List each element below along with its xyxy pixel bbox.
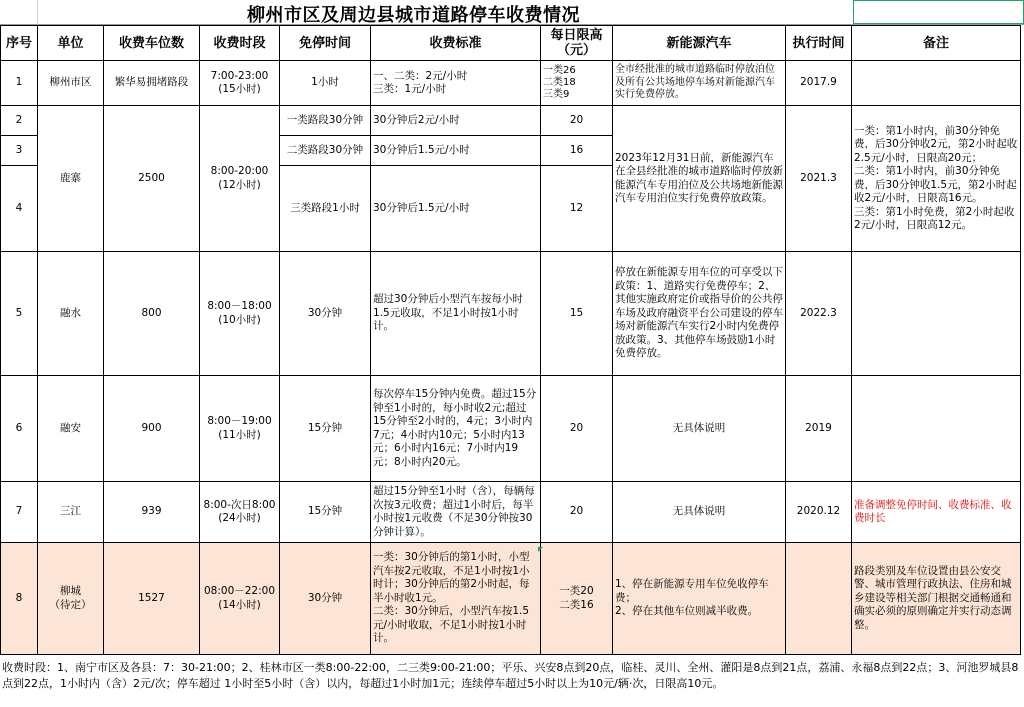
cell-spaces[interactable]: 800 (104, 252, 200, 376)
cell-free[interactable]: 1小时 (280, 61, 371, 106)
cell-ev[interactable]: 停放在新能源专用车位的可享受以下政策：1、道路实行免费停车；2、其他实施政府定价或指导价的公共停车场及政府融资平台公司建设的停车场对新能源汽车实行2小时内免费停放政策。3、其他停车场鼓励1小时免费停放。 (613, 252, 786, 376)
cell-unit[interactable]: 融水 (38, 252, 104, 376)
cell-spaces[interactable]: 繁华易拥堵路段 (104, 61, 200, 106)
cell-spaces[interactable]: 900 (104, 376, 200, 482)
cell-date[interactable]: 2020.12 (786, 482, 852, 543)
table-row (1, 106, 1021, 136)
cell-free[interactable]: 一类路段30分钟 (280, 106, 371, 136)
table-row (1, 61, 1021, 106)
cell-date[interactable] (786, 543, 852, 655)
cell-no[interactable]: 4 (1, 166, 38, 252)
cell-no[interactable]: 1 (1, 61, 38, 106)
cell-free[interactable]: 30分钟 (280, 252, 371, 376)
cell-ev[interactable]: 1、停在新能源专用车位免收停车费； 2、停在其他车位则减半收费。 (613, 543, 786, 655)
cell-unit[interactable]: 鹿寨 (38, 106, 104, 252)
cell-free[interactable]: 15分钟 (280, 376, 371, 482)
footer-note[interactable]: 收费时段：1、南宁市区及各县：7：30-21:00；2、桂林市区一类8:00-22:00，二三类9:00-21:00；平乐、兴安8点到20点，临桂、灵川、全州、灌阳是8点到21点，荔浦、永福8点到22点；3、河池罗城县8点到22点，1小时内（含）2元/次；停车超过 1小时至5小时（含）以内，每超过1小时加1元；连续停车超过5小时以上为10元/辆·次，日限高10元。 (2, 661, 1019, 690)
cell-note[interactable]: 路段类别及车位设置由县公安交警、城市管理行政执法、住房和城乡建设等相关部门根据交通畅通和确实必须的原则确定并实行动态调整。 (852, 543, 1021, 655)
cell-note[interactable]: 准备调整免停时间、收费标准、收费时长 (852, 482, 1021, 543)
header-unit[interactable]: 单位 (38, 26, 104, 61)
cell-free[interactable]: 三类路段1小时 (280, 166, 371, 252)
cell-note[interactable] (852, 376, 1021, 482)
table-row (1, 376, 1021, 482)
cell-standard[interactable]: 一类：30分钟后的第1小时，小型汽车按2元收取，不足1小时按1小时计；30分钟后的第2小时起，每半小时收1元。 二类：30分钟后，小型汽车按1.5元/小时收取，不足1小时按1小时计。 (371, 543, 541, 655)
header-note[interactable]: 备注 (852, 26, 1021, 61)
cell-period[interactable]: 8:00-20:00 (12小时) (200, 106, 280, 252)
cell-period[interactable]: 08:00－22:00 (14小时) (200, 543, 280, 655)
cell-ev[interactable]: 2023年12月31日前，新能源汽车在全县经批准的城市道路临时停放新能源汽车专用泊位及公共场地新能源汽车专用泊位实行免费停放政策。 (613, 106, 786, 252)
cell-cap[interactable]: 20 (541, 482, 613, 543)
cell-free[interactable]: 15分钟 (280, 482, 371, 543)
cell-ev[interactable]: 无具体说明 (613, 376, 786, 482)
cell-ev[interactable]: 全市经批准的城市道路临时停放泊位及所有公共场地停车场对新能源汽车实行免费停放。 (613, 61, 786, 106)
cell-no[interactable]: 5 (1, 252, 38, 376)
cell-free[interactable]: 30分钟 (280, 543, 371, 655)
cell-no[interactable]: 2 (1, 106, 38, 136)
title-bar (0, 0, 1024, 25)
cell-no[interactable]: 8 (1, 543, 38, 655)
cell-standard[interactable]: 30分钟后2元/小时 (371, 106, 541, 136)
cell-ev[interactable]: 无具体说明 (613, 482, 786, 543)
cell-no[interactable]: 6 (1, 376, 38, 482)
cell-period[interactable]: 7:00-23:00 (15小时) (200, 61, 280, 106)
cell-cap[interactable]: 20 (541, 106, 613, 136)
cell-standard[interactable]: 超过15分钟至1小时（含），每辆每次按3元收费；超过1小时后，每半小时按1元收费（不足30分钟按30分钟计算）。 (371, 482, 541, 543)
cell-cap[interactable]: 一类26 二类18 三类9 (541, 61, 613, 106)
cell-note[interactable]: 一类：第1小时内，前30分钟免费，后30分钟收2元，第2小时起收2.5元/小时，日限高20元； 二类：第1小时内，前30分钟免费，后30分钟收1.5元，第2小时起收2元/小时，日限高16元。 三类：第1小时免费，第2小时起收2元/小时，日限高12元。 (852, 106, 1021, 252)
header-daily-cap[interactable]: 每日限高 （元） (541, 26, 613, 61)
comment-indicator-icon (538, 547, 543, 552)
parking-fee-table (0, 25, 1021, 655)
cell-date[interactable]: 2017.9 (786, 61, 852, 106)
cell-spaces[interactable]: 1527 (104, 543, 200, 655)
cell-spaces[interactable]: 939 (104, 482, 200, 543)
header-free-time[interactable]: 免停时间 (280, 26, 371, 61)
cell-cap[interactable]: 20 (541, 376, 613, 482)
cell-cap[interactable]: 16 (541, 136, 613, 166)
cell-unit[interactable]: 柳城 （待定） (38, 543, 104, 655)
table-row (1, 543, 1021, 655)
cell-note[interactable] (852, 252, 1021, 376)
cell-date[interactable]: 2019 (786, 376, 852, 482)
header-date[interactable]: 执行时间 (786, 26, 852, 61)
cell-free[interactable]: 二类路段30分钟 (280, 136, 371, 166)
header-standard[interactable]: 收费标准 (371, 26, 541, 61)
header-period[interactable]: 收费时段 (200, 26, 280, 61)
cell-cap[interactable]: 15 (541, 252, 613, 376)
cell-period[interactable]: 8:00－18:00 (10小时) (200, 252, 280, 376)
selected-cell[interactable] (853, 0, 1024, 24)
cell-date[interactable]: 2021.3 (786, 106, 852, 252)
cell-cap[interactable]: 12 (541, 166, 613, 252)
cell-note[interactable] (852, 61, 1021, 106)
sheet-title: 柳州市区及周边县城市道路停车收费情况 (247, 5, 580, 26)
cell-spaces[interactable]: 2500 (104, 106, 200, 252)
header-row (1, 26, 1021, 61)
cell-period[interactable]: 8:00-次日8:00 (24小时) (200, 482, 280, 543)
table-row (1, 482, 1021, 543)
cell-no[interactable]: 3 (1, 136, 38, 166)
cell-date[interactable]: 2022.3 (786, 252, 852, 376)
cell-period[interactable]: 8:00－19:00 (11小时) (200, 376, 280, 482)
cell-standard[interactable]: 超过30分钟后小型汽车按每小时1.5元收取，不足1小时按1小时计。 (371, 252, 541, 376)
cell-standard[interactable]: 30分钟后1.5元/小时 (371, 166, 541, 252)
cell-unit[interactable]: 三江 (38, 482, 104, 543)
cell-unit[interactable]: 柳州市区 (38, 61, 104, 106)
cell-standard[interactable]: 30分钟后1.5元/小时 (371, 136, 541, 166)
cell-cap[interactable]: 一类20 二类16 (541, 543, 613, 655)
header-spaces[interactable]: 收费车位数 (104, 26, 200, 61)
header-ev[interactable]: 新能源汽车 (613, 26, 786, 61)
cell-no[interactable]: 7 (1, 482, 38, 543)
cell-standard[interactable]: 每次停车15分钟内免费。超过15分钟至1小时的，每小时收2元;超过15分钟至2小时的，4元；3小时内7元；4小时内10元；5小时内13元；6小时内16元；7小时内19元；8小时内20元。 (371, 376, 541, 482)
table-row (1, 252, 1021, 376)
header-no[interactable]: 序号 (1, 26, 38, 61)
cell-unit[interactable]: 融安 (38, 376, 104, 482)
cell-standard[interactable]: 一、二类：2元/小时 三类：1元/小时 (371, 61, 541, 106)
